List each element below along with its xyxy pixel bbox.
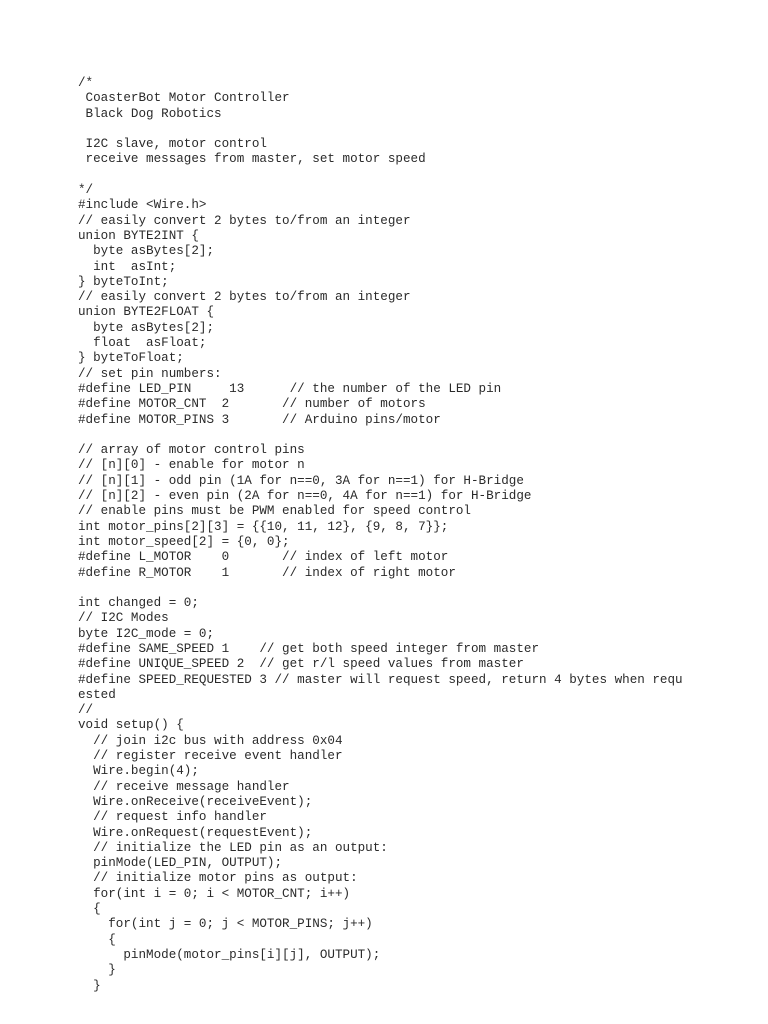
code-line: byte I2C_mode = 0;: [78, 626, 215, 641]
code-line: #define SAME_SPEED 1 // get both speed integer from master: [78, 641, 540, 656]
code-line: // register receive event handler: [78, 749, 343, 764]
code-line: */: [78, 183, 94, 198]
code-line: void setup() {: [78, 718, 184, 733]
code-line: for(int i = 0; i < MOTOR_CNT; i++): [78, 886, 351, 901]
code-line: #define SPEED_REQUESTED 3 // master will request speed, return 4 bytes when requ: [78, 672, 683, 687]
code-line: // easily convert 2 bytes to/from an integer: [78, 213, 411, 228]
code-line: [78, 428, 738, 443]
code-line: [78, 122, 738, 137]
code-line: Wire.begin(4);: [78, 764, 199, 779]
code-line: ested: [78, 687, 116, 702]
code-line: // initialize motor pins as output:: [78, 871, 358, 886]
code-line: } byteToFloat;: [78, 351, 184, 366]
code-line: //: [78, 703, 94, 718]
code-line: #define LED_PIN 13 // the number of the LED pin: [78, 381, 502, 396]
code-line: }: [78, 963, 116, 978]
code-line: Wire.onRequest(requestEvent);: [78, 825, 313, 840]
code-line: float asFloat;: [78, 336, 207, 351]
code-line: byte asBytes[2];: [78, 320, 215, 335]
code-line: pinMode(LED_PIN, OUTPUT);: [78, 856, 283, 871]
code-line: // [n][0] - enable for motor n: [78, 458, 305, 473]
code-line: I2C slave, motor control: [78, 137, 267, 152]
code-line: // join i2c bus with address 0x04: [78, 733, 343, 748]
code-line: int changed = 0;: [78, 596, 199, 611]
code-line: Wire.onReceive(receiveEvent);: [78, 794, 313, 809]
code-line: for(int j = 0; j < MOTOR_PINS; j++): [78, 917, 373, 932]
code-line: } byteToInt;: [78, 274, 169, 289]
code-line: // enable pins must be PWM enabled for speed control: [78, 504, 471, 519]
code-line: #define MOTOR_CNT 2 // number of motors: [78, 397, 426, 412]
code-line: #define UNIQUE_SPEED 2 // get r/l speed values from master: [78, 657, 524, 672]
code-line: {: [78, 902, 101, 917]
code-line: pinMode(motor_pins[i][j], OUTPUT);: [78, 947, 381, 962]
code-line: #include <Wire.h>: [78, 198, 207, 213]
code-line: int motor_pins[2][3] = {{10, 11, 12}, {9, 8, 7}};: [78, 519, 449, 534]
code-line: int asInt;: [78, 259, 177, 274]
code-line: #define MOTOR_PINS 3 // Arduino pins/motor: [78, 412, 441, 427]
code-line: {: [78, 932, 116, 947]
code-line: // I2C Modes: [78, 611, 169, 626]
code-line: byte asBytes[2];: [78, 244, 215, 259]
code-line: /*: [78, 76, 94, 90]
code-line: [78, 581, 738, 596]
code-line: // request info handler: [78, 810, 267, 825]
code-line: union BYTE2INT {: [78, 228, 199, 243]
code-line: receive messages from master, set motor speed: [78, 152, 426, 167]
code-line: // [n][2] - even pin (2A for n==0, 4A for n==1) for H-Bridge: [78, 489, 532, 504]
code-line: [78, 168, 738, 183]
code-line: Black Dog Robotics: [78, 106, 222, 121]
code-line: CoasterBot Motor Controller: [78, 91, 290, 106]
code-line: // array of motor control pins: [78, 443, 305, 458]
code-line: // receive message handler: [78, 779, 290, 794]
code-line: int motor_speed[2] = {0, 0};: [78, 534, 290, 549]
source-code-listing: [78, 76, 738, 994]
code-line: // set pin numbers:: [78, 366, 222, 381]
code-line: }: [78, 978, 101, 993]
code-line: // [n][1] - odd pin (1A for n==0, 3A for n==1) for H-Bridge: [78, 473, 524, 488]
code-line: #define R_MOTOR 1 // index of right motor: [78, 565, 456, 580]
code-line: #define L_MOTOR 0 // index of left motor: [78, 550, 449, 565]
code-line: // easily convert 2 bytes to/from an integer: [78, 290, 411, 305]
code-line: // initialize the LED pin as an output:: [78, 840, 388, 855]
code-line: union BYTE2FLOAT {: [78, 305, 215, 320]
